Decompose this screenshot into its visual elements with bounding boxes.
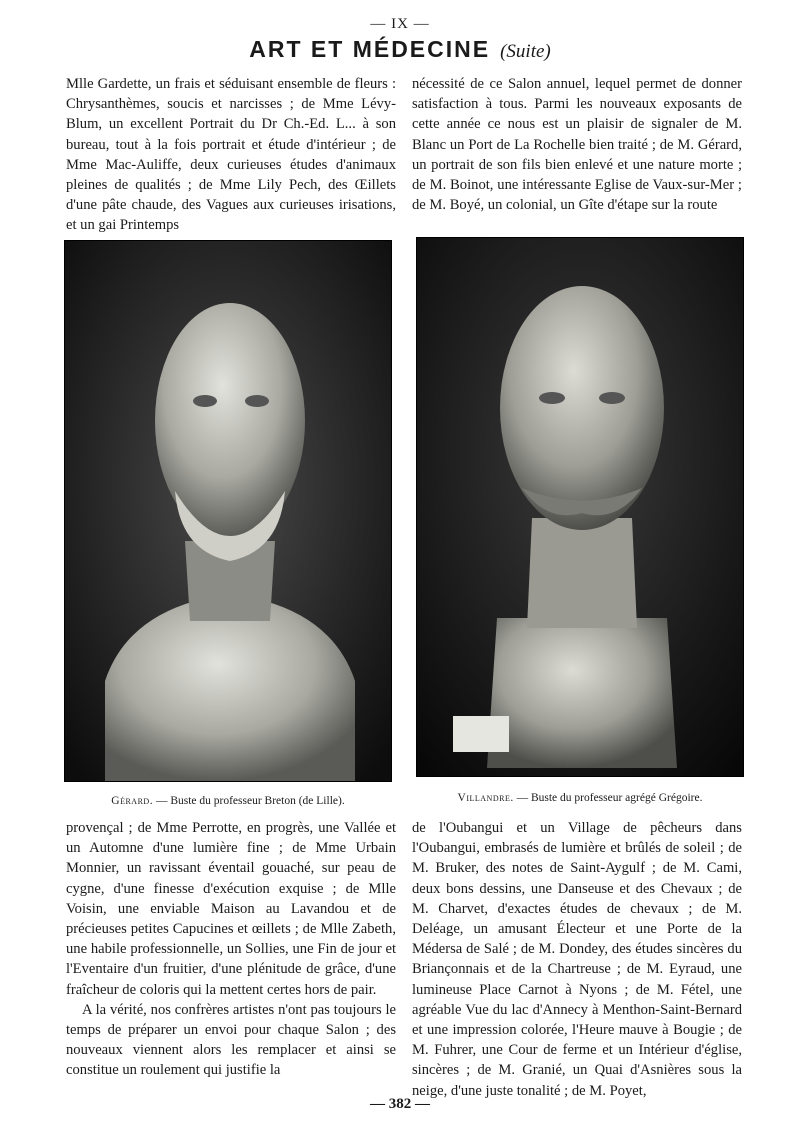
caption-right [410, 792, 750, 804]
column-left-top [66, 74, 396, 236]
page-number: — 382 — [370, 1096, 430, 1112]
column-right-top [412, 74, 742, 215]
column-left-bottom [66, 818, 396, 1081]
bust-photo-breton [64, 240, 392, 782]
caption-author: Gérard. [111, 795, 154, 807]
page-roman-numeral: — IX — [370, 16, 430, 32]
caption-text: — Buste du professeur Breton (de Lille). [153, 795, 345, 807]
title-suite: (Suite) [500, 41, 551, 62]
caption-text: — Buste du professeur agrégé Grégoire. [513, 792, 703, 804]
paragraph: nécessité de ce Salon annuel, lequel permet de donner satisfaction à tous. Parmi les nouveaux exposants de cette année ce nous est un plaisir de signaler de M. Blanc un Port de La Rochelle bien traité ; de M. Gérard, un portrait de son fils bien enlevé et une nature morte ; de M. Boinot, une intéressante Eglise de Vaux-sur-Mer ; de M. Boyé, un colonial, un Gîte d'étape sur la route [412, 76, 742, 214]
column-right-bottom [412, 818, 742, 1101]
paragraph: A la vérité, nos confrères artistes n'ont pas toujours le temps de préparer un envoi pour chaque Salon ; des nouveaux viennent alors les remplacer et ainsi se constitue un roulement qui justifie la [66, 1001, 396, 1079]
bust-photo-gregoire [416, 237, 744, 777]
caption-author: Villandre. [457, 792, 514, 804]
page-title [0, 36, 800, 63]
title-main: ART ET MÉDECINE [249, 36, 491, 62]
caption-left [58, 795, 398, 807]
paragraph: provençal ; de Mme Perrotte, en progrès, une Vallée et un Automne d'une lumière fine ; de Mme Urbain Monnier, un ravissant éventail gouaché, sur peau de cygne, d'une finesse d'exécution exquise ; de Mlle Voisin, une enviable Maison au Lavandou et de précieuses petites Capucines et œillets ; de Mlle Zabeth, une habile professionnelle, un Sollies, une Fin de jour et l'Eventaire d'un fruitier, d'une plénitude de grâce, d'une fraîcheur de coloris qui la mettent certes hors de pair. [66, 820, 396, 998]
paragraph: Mlle Gardette, un frais et séduisant ensemble de fleurs : Chrysanthèmes, soucis et narcisses ; de Mme Lévy-Blum, un excellent Portrait du Dr Ch.-Ed. L... à son bureau, tout à la fois portrait et étude d'intérieur ; de Mme Mac-Auliffe, deux curieuses études d'animaux pleines de qualités ; de Mme Lily Pech, des Œillets d'une pâte chaude, des Vagues aux curieuses irisations, et un gai Printemps [66, 76, 396, 234]
paragraph: de l'Oubangui et un Village de pêcheurs dans l'Oubangui, embrasés de lumière et brûlés de soleil ; de M. Bruker, des notes de Saint-Aygulf ; de M. Cami, deux bons dessins, une Danseuse et des Chevaux ; de M. Charvet, d'exactes études de chevaux ; de M. Deléage, un amusant Électeur et une Porte de la Médersa de Salé ; de M. Dondey, des études sincères du Briançonnais et de la Chartreuse ; de M. Eyraud, une lumineuse Place Carnot à Nyons ; de M. Fétel, une agréable Vue du lac d'Annecy à Menthon-Saint-Bernard et une impression colorée, l'Heure mauve à Bougie ; de M. Fuhrer, une Cour de ferme et un Intérieur d'église, sincères ; de M. Granié, un Quai d'Asnières sous la neige, d'une juste tonalité ; de M. Poyet, [412, 820, 742, 1099]
